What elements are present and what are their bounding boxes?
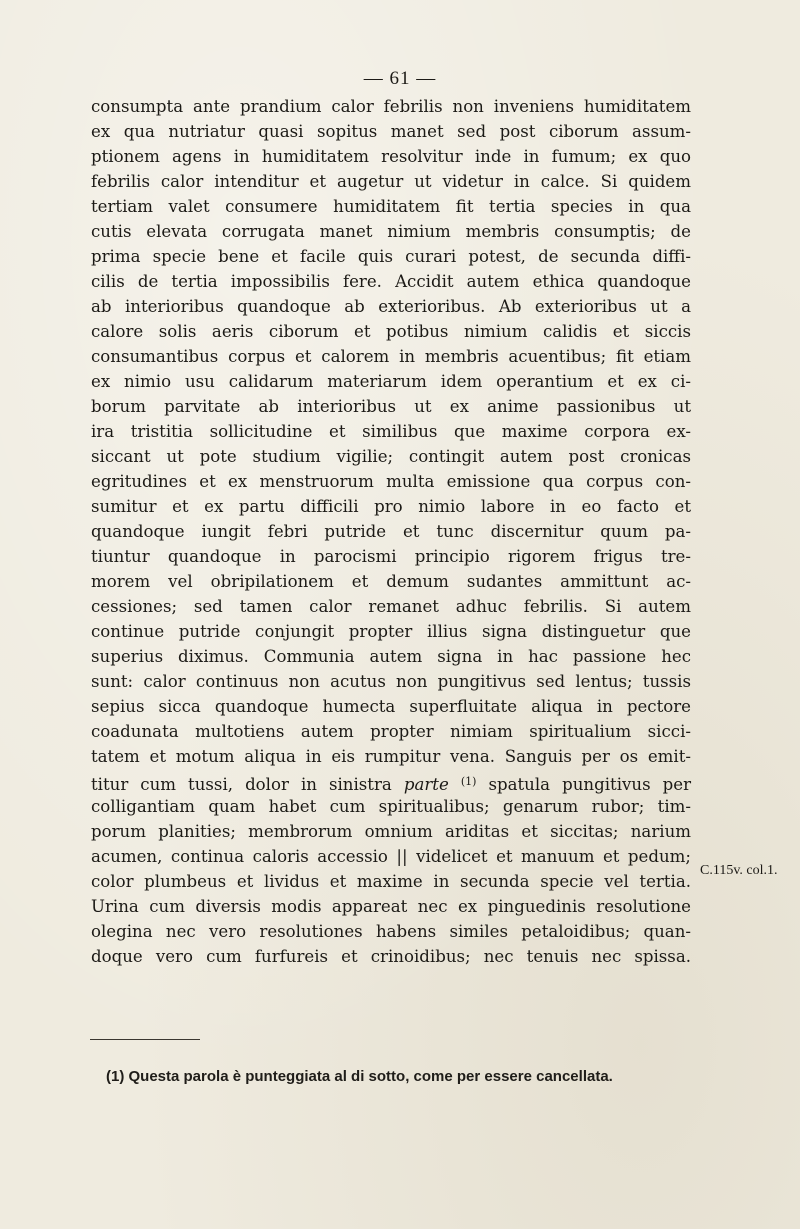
italic-word: parte bbox=[403, 775, 449, 794]
text-line: tiuntur quandoque in parocismi principio rigorem frigus tre- bbox=[91, 547, 691, 566]
text-line: tatem et motum aliqua in eis rumpitur vena. Sanguis per os emit- bbox=[91, 747, 691, 766]
text-line: colligantiam quam habet cum spiritualibus; genarum rubor; tim- bbox=[91, 797, 691, 816]
text-line: consumantibus corpus et calorem in membris acuentibus; fit etiam bbox=[91, 347, 691, 366]
text-line: ira tristitia sollicitudine et similibus que maxime corpora ex- bbox=[91, 422, 691, 441]
text-line: ex qua nutriatur quasi sopitus manet sed post ciborum assum- bbox=[91, 122, 691, 141]
text-line: febrilis calor intenditur et augetur ut videtur in calce. Si quidem bbox=[91, 172, 691, 191]
text-line: Urina cum diversis modis appareat nec ex pinguedinis resolutione bbox=[91, 897, 691, 916]
text-line: tertiam valet consumere humiditatem fit tertia species in qua bbox=[91, 197, 691, 216]
text-line: doque vero cum furfureis et crinoidibus; nec tenuis nec spissa. bbox=[91, 947, 691, 966]
text-line: cilis de tertia impossibilis fere. Accidit autem ethica quandoque bbox=[91, 272, 691, 291]
text-line: coadunata multotiens autem propter nimiam spiritualium sicci- bbox=[91, 722, 691, 741]
text-line: consumpta ante prandium calor febrilis non inveniens humiditatem bbox=[91, 97, 691, 116]
text-line: morem vel obripilationem et demum sudantes ammittunt ac- bbox=[91, 572, 691, 591]
text-line: sunt: calor continuus non acutus non pungitivus sed lentus; tussis bbox=[91, 672, 691, 691]
text-line: calore solis aeris ciborum et potibus nimium calidis et siccis bbox=[91, 322, 691, 341]
text-line: superius diximus. Communia autem signa in hac passione hec bbox=[91, 647, 691, 666]
text-line: olegina nec vero resolutiones habens similes petaloidibus; quan- bbox=[91, 922, 691, 941]
text-line: quandoque iungit febri putride et tunc discernitur quum pa- bbox=[91, 522, 691, 541]
text-line: ex nimio usu calidarum materiarum idem operantium et ex ci- bbox=[91, 372, 691, 391]
footnote-divider bbox=[90, 1039, 200, 1040]
text-line-with-footnote-ref bbox=[91, 769, 691, 794]
text-line: cutis elevata corrugata manet nimium membris consumptis; de bbox=[91, 222, 691, 241]
text-line: continue putride conjungit propter illius signa distinguetur que bbox=[91, 622, 691, 641]
text-line: borum parvitate ab interioribus ut ex anime passionibus ut bbox=[91, 397, 691, 416]
line-segment-before: titur cum tussi, dolor in sinistra bbox=[91, 775, 392, 794]
text-line: ptionem agens in humiditatem resolvitur inde in fumum; ex quo bbox=[91, 147, 691, 166]
text-line: prima specie bene et facile quis curari potest, de secunda diffi- bbox=[91, 247, 691, 266]
line-segment-after: spatula pungitivus per bbox=[488, 775, 692, 794]
text-line: ab interioribus quandoque ab exterioribus. Ab exterioribus ut a bbox=[91, 297, 691, 316]
page-number: — 61 — bbox=[363, 68, 437, 89]
text-line: siccant ut pote studium vigilie; contingit autem post cronicas bbox=[91, 447, 691, 466]
text-line: cessiones; sed tamen calor remanet adhuc febrilis. Si autem bbox=[91, 597, 691, 616]
footnote-reference[interactable]: (1) bbox=[460, 775, 477, 788]
text-line: porum planities; membrorum omnium ariditas et siccitas; narium bbox=[91, 822, 691, 841]
text-line: color plumbeus et lividus et maxime in secunda specie vel tertia. bbox=[91, 872, 691, 891]
text-line: egritudines et ex menstruorum multa emissione qua corpus con- bbox=[91, 472, 691, 491]
margin-folio-note: C.115v. col.1. bbox=[700, 863, 778, 878]
footnote: (1) Questa parola è punteggiata al di sotto, come per essere cancellata. bbox=[106, 1068, 613, 1085]
text-line: acumen, continua caloris accessio || videlicet et manuum et pedum; bbox=[91, 847, 691, 866]
text-line: sepius sicca quandoque humecta superfluitate aliqua in pectore bbox=[91, 697, 691, 716]
body-text bbox=[91, 94, 691, 969]
text-line: sumitur et ex partu difficili pro nimio labore in eo facto et bbox=[91, 497, 691, 516]
